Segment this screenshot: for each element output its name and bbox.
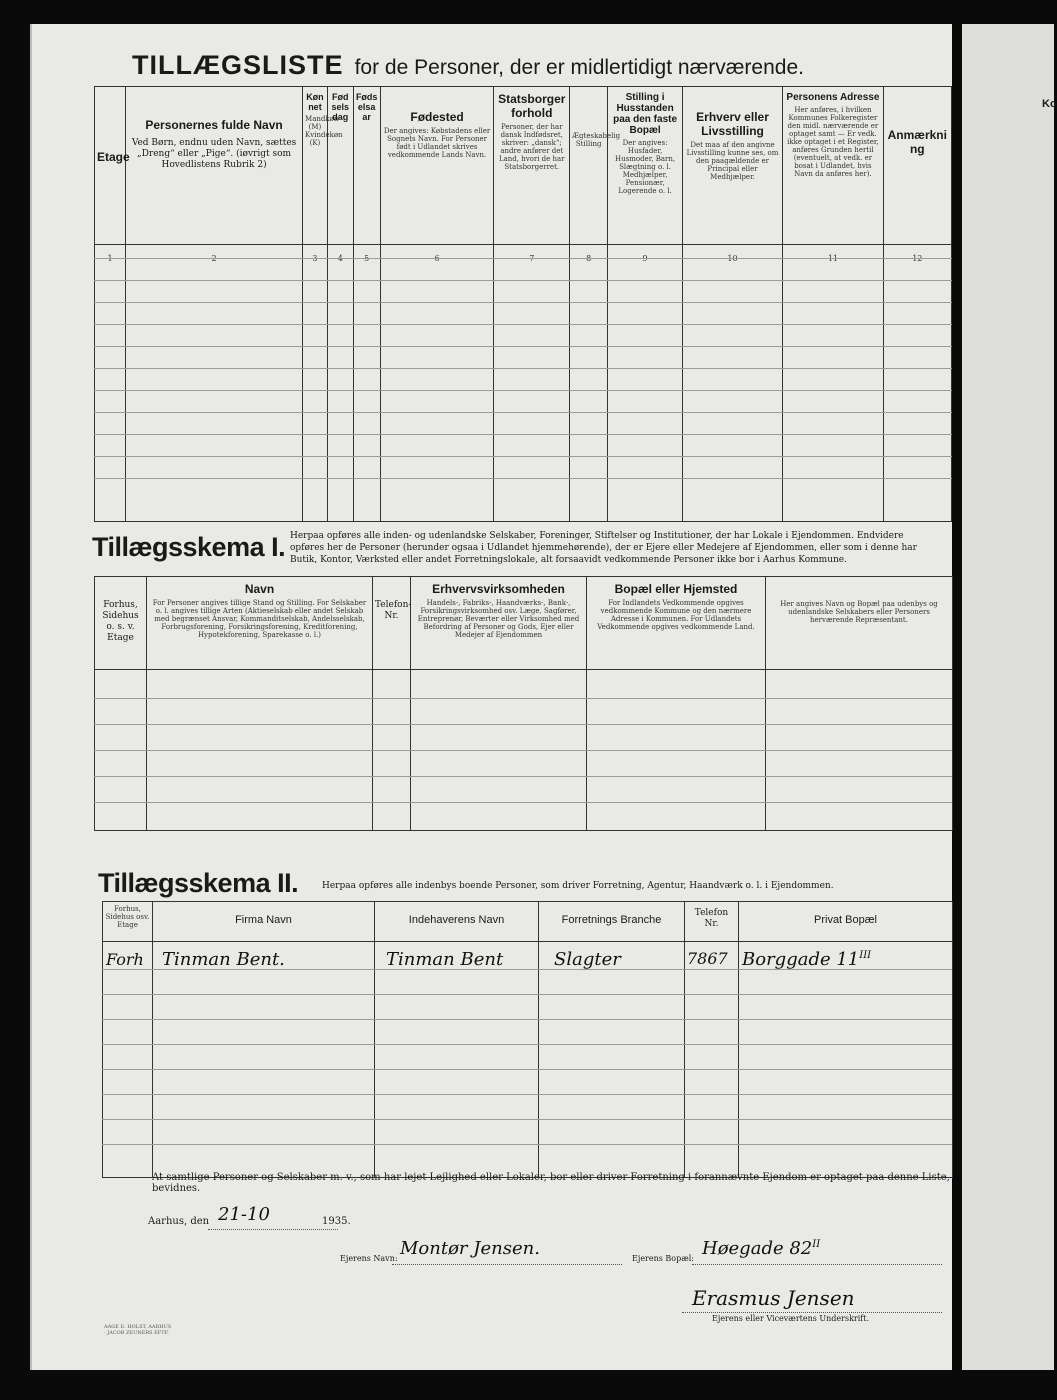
date-line: [148, 1216, 209, 1227]
s2-col-branch: Forretnings Branche: [539, 902, 685, 942]
s2-cell: [103, 942, 153, 1178]
list-body-cell: 9: [608, 245, 683, 522]
rule-line: [102, 1094, 952, 1095]
date-underline: [208, 1229, 338, 1230]
rule-line: [102, 1044, 952, 1045]
s1-col-etage: Forhus, Sidehus o. s. v. Etage: [95, 577, 147, 670]
printer-mark: AAGE E. HOLST, AARHUS · JACOB ZEUNERS EFTF.: [104, 1324, 172, 1336]
col-sex: Kønnet Mandkøn (M) Kvindekøn (K): [303, 87, 328, 245]
rule-line: [94, 302, 952, 303]
census-form-page: [30, 24, 952, 1370]
s2-col-etage: Forhus, Sidehus osv. Etage: [103, 902, 153, 942]
col-remarks: Anmærkning: [883, 87, 951, 245]
rule-line: [94, 724, 952, 725]
s2-col-firm: Firma Navn: [153, 902, 375, 942]
col-birthyear: Fødselsaar: [353, 87, 380, 245]
rule-line: [102, 1144, 952, 1145]
entry-address: Borggade $11^{III}$: [742, 949, 872, 970]
list-header-row: [95, 87, 952, 245]
rule-line: [94, 368, 952, 369]
entry-phone: 7867: [687, 949, 728, 968]
entry-etage: Forh: [106, 950, 144, 969]
rule-line: [102, 1019, 952, 1020]
s1-col-representative: Her angives Navn og Bopæl paa udenbys og udenlandske Selskabers eller Personers herværende Repræsentant.: [766, 577, 953, 670]
rule-line: [94, 478, 952, 479]
declaration-text: At samtlige Personer og Selskaber m. v., som har lejet Lejlighed eller Lokaler, bor eller driver Forretning i forannævnte Ejendom er optaget paa denne Liste, bevidnes.: [152, 1172, 950, 1194]
skema2-body-row: [103, 942, 953, 1178]
year-label: 1935.: [322, 1216, 351, 1227]
entry-firm: Tinman Bent.: [162, 949, 285, 970]
col-marital: Ægteskabelig Stilling: [570, 87, 608, 245]
col-address: Personens Adresse Her anføres, i hvilken Kommunes Folkeregister den midl. nærværende er optaget samt — Er vedk. ikke optaget i et Register, anføres Grunden hertil (eventuelt, at vedk. er bosat i Udlandet, hvis Navn da anføres her).: [783, 87, 883, 245]
date-value: 21-10: [218, 1204, 270, 1225]
s2-col-private: Privat Bopæl: [739, 902, 953, 942]
list-body-cell: 8: [570, 245, 608, 522]
rule-line: [94, 390, 952, 391]
list-title-bold: TILLÆGSLISTE: [132, 50, 344, 80]
owner-name-underline: [392, 1264, 622, 1265]
rule-line: [102, 1069, 952, 1070]
signature-label: Ejerens eller Viceværtens Underskrift.: [712, 1314, 870, 1323]
list-body-row: [95, 245, 952, 522]
s2-cell: [375, 942, 539, 1178]
rule-line: [94, 802, 952, 803]
rule-line: [94, 280, 952, 281]
rule-line: [102, 1119, 952, 1120]
rule-line: [94, 434, 952, 435]
entry-owner: Tinman Bent: [386, 949, 504, 970]
owner-name: Montør Jensen.: [400, 1238, 540, 1259]
facing-page-fragment: Ko: [1042, 98, 1057, 110]
skema2-intro: Herpaa opføres alle indenbys boende Personer, som driver Forretning, Agentur, Haandværk o. l. i Ejendommen.: [322, 881, 834, 891]
list-body-cell: 7: [494, 245, 570, 522]
s2-col-phone: Telefon Nr.: [685, 902, 739, 942]
entry-branch: Slagter: [554, 949, 621, 970]
skema1-header-row: [95, 577, 953, 670]
owner-address: Høegade $82^{II}$: [702, 1238, 821, 1259]
skema2-title: Tillægsskema II.: [98, 868, 299, 898]
list-body-cell: 3: [303, 245, 328, 522]
s2-col-owner: Indehaverens Navn: [375, 902, 539, 942]
list-body-cell: 1: [95, 245, 126, 522]
col-household: Stilling i Husstanden paa den faste Bopæl Der angives: Husfader, Husmoder, Barn, Slægtning o. l. Medhjælper, Pensionær, Logerende o. l.: [608, 87, 683, 245]
col-birthplace: Fødested Der angives: Købstadens eller Sognets Navn. For Personer født i Udlandet skrives vedkommende Lands Navn.: [380, 87, 494, 245]
skema1-table: [94, 576, 953, 831]
signature: Erasmus Jensen: [692, 1286, 855, 1310]
rule-line: [94, 456, 952, 457]
rule-line: [94, 258, 952, 259]
s1-col-business: Erhvervsvirksomheden Handels-, Fabriks-, Haandværks-, Bank-, Forsikringsvirksomhed osv. Læge, Sagfører, Entreprenør, Beværter eller Virksomhed med Befordring af Personer og Gods, Ejer eller Medejer af Ejendommen: [411, 577, 587, 670]
skema1-intro: Herpaa opføres alle inden- og udenlandske Selskaber, Foreninger, Stiftelser og Institutioner, der har Lokale i Ejendommen. Endvidere opføres her de Personer (herunder ogsaa i Udlandet hjemmehørende), der er Ejere eller Medejere af Ejendommen, eller som i denne har Butik, Kontor, Værksted eller andet Forretningslokale, alt forsaavidt vedkommende Personer ikke bor i Aarhus Kommune.: [290, 531, 917, 565]
list-body-cell: 4: [327, 245, 353, 522]
s2-cell: [685, 942, 739, 1178]
s1-col-phone: Telefon-Nr.: [373, 577, 411, 670]
skema1-title: Tillægsskema I.: [92, 532, 286, 562]
col-etage: Etage: [95, 87, 126, 245]
rule-line: [94, 412, 952, 413]
s2-cell: [153, 942, 375, 1178]
list-body-cell: 2: [126, 245, 303, 522]
list-body-cell: 6: [380, 245, 494, 522]
list-title-rest: for de Personer, der er midlertidigt nærværende.: [354, 56, 804, 79]
signature-underline: [682, 1312, 942, 1313]
s2-cell: [739, 942, 953, 1178]
owner-address-underline: [692, 1264, 942, 1265]
s1-col-residence: Bopæl eller Hjemsted For Indlandets Vedkommende opgives vedkommende Kommune og den nærmere Adresse i Kommunen. For Udlandets Vedkommende opgives vedkommende Land.: [587, 577, 766, 670]
skema2-table: [102, 901, 953, 1178]
col-occupation: Erhverv eller Livsstilling Det maa af den angivne Livsstilling kunne ses, om den paagældende er Principal eller Medhjælper.: [682, 87, 782, 245]
rule-line: [94, 750, 952, 751]
list-body-cell: 5: [353, 245, 380, 522]
s1-col-name: Navn For Personer angives tillige Stand og Stilling. For Selskaber o. l. angives tillige Arten (Aktieselskab eller andet Selskab med begrænset Ansvar, Kommanditselskab, Andelsselskab, Forbrugsforening, Forsikringsforening, Kreditforening, Hypotekforening, Sparekasse o. l.): [147, 577, 373, 670]
col-citizenship: Statsborgerforhold Personer, der har dansk Indfødsret, skriver: „dansk“; andre anfører det Land, hvori de har Statsborgerret.: [494, 87, 570, 245]
rule-line: [94, 346, 952, 347]
place-label: Aarhus, den: [148, 1216, 210, 1227]
owner-address-label: Ejerens Bopæl:: [632, 1254, 695, 1263]
rule-line: [94, 324, 952, 325]
facing-page-edge: [962, 24, 1057, 1370]
rule-line: [94, 776, 952, 777]
list-body-cell: 12: [883, 245, 951, 522]
owner-name-label: Ejerens Navn:: [340, 1254, 398, 1263]
skema2-header-row: [103, 902, 953, 942]
list-body-cell: 10: [682, 245, 782, 522]
list-body-cell: 11: [783, 245, 883, 522]
rule-line: [94, 698, 952, 699]
list-title: [132, 50, 932, 81]
s2-cell: [539, 942, 685, 1178]
col-birthday: Fødselsdag: [327, 87, 353, 245]
col-name: Personernes fulde Navn Ved Børn, endnu uden Navn, sættes „Dreng“ eller „Pige“. (iøvrigt som Hovedlistens Rubrik 2): [126, 87, 303, 245]
rule-line: [102, 994, 952, 995]
